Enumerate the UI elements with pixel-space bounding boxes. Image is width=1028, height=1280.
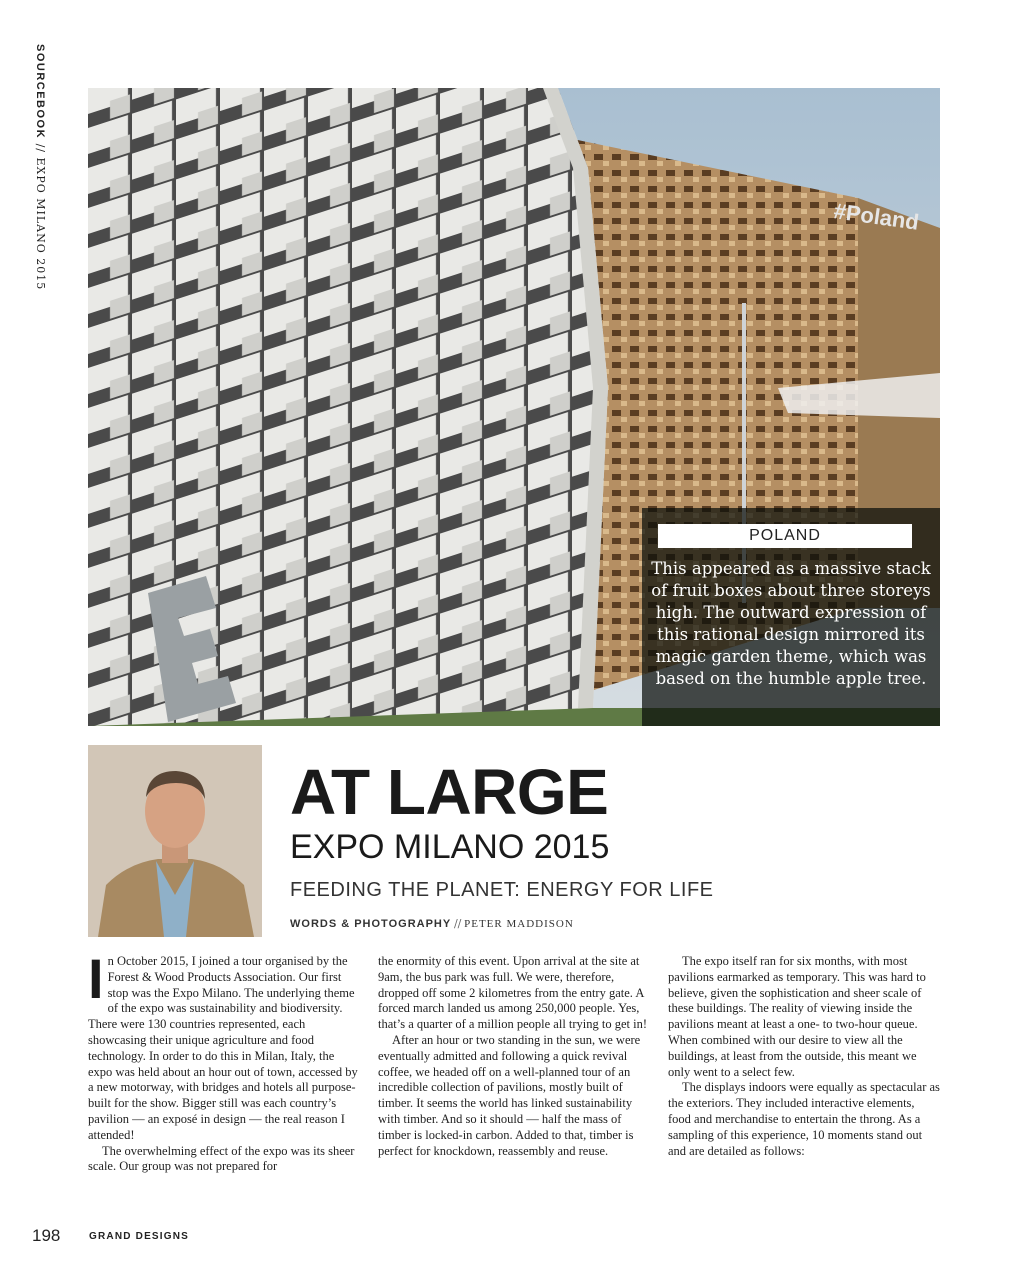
byline-label: WORDS & PHOTOGRAPHY bbox=[290, 918, 452, 930]
poland-sign: #Poland bbox=[832, 198, 921, 235]
section-name: SOURCEBOOK bbox=[34, 44, 46, 140]
body-paragraph: The overwhelming effect of the expo was its sheer scale. Our group was not prepared for bbox=[88, 1143, 355, 1174]
photo-caption bbox=[642, 508, 940, 726]
section-running-head bbox=[34, 44, 47, 290]
body-paragraph: The expo itself ran for six months, with most pavilions earmarked as temporary. This was hard to believe, given the sophistication and sheer scale of these buildings. The reality of viewing inside the pavilions meant at least a one- to two-hour queue. When combined with our desire to view all the buildings, at least from the outside, this meant we only went to a select few. bbox=[668, 954, 926, 1079]
section-topic: EXPO MILANO 2015 bbox=[34, 157, 47, 291]
article-title: AT LARGE bbox=[290, 756, 609, 828]
author-photo-illustration bbox=[88, 745, 262, 937]
body-paragraph: After an hour or two standing in the sun, we were eventually admitted and following a quick revival coffee, we headed off on a well-planned tour of an incredible collection of pavilions, mostly built of timber. It seems the world has linked sustainability with timber. And so it should — half the mass of timber is locked-in carbon. Added to that, timber is perfect for knockdown, reassembly and reuse. bbox=[378, 1032, 641, 1158]
author-portrait bbox=[88, 745, 262, 937]
byline-separator: // bbox=[453, 917, 462, 930]
body-column-1 bbox=[88, 947, 360, 1175]
page-number: 198 bbox=[32, 1226, 61, 1245]
body-column-2 bbox=[378, 954, 650, 1159]
byline bbox=[290, 916, 574, 932]
section-separator: // bbox=[34, 143, 47, 153]
caption-label: POLAND bbox=[658, 524, 912, 548]
article-tagline: FEEDING THE PLANET: ENERGY FOR LIFE bbox=[290, 879, 714, 901]
body-paragraph bbox=[88, 947, 360, 1144]
drop-cap: I bbox=[88, 947, 104, 1010]
body-paragraph: The displays indoors were equally as spectacular as the exteriors. They included interactive elements, food and merchandise to entertain the throng. As a sampling of this experience, 10 moments stand out and are detailed as follows: bbox=[668, 1080, 940, 1158]
body-paragraph: the enormity of this event. Upon arrival at the site at 9am, the bus park was full. We were, therefore, dropped off some 2 kilometres from the entry gate. A forced march landed us among 250,000 people. Yes, that’s a quarter of a million people all trying to get in! bbox=[378, 954, 648, 1032]
caption-text: This appeared as a massive stack of fruit boxes about three storeys high. The outward expression of this rational design mirrored its magic garden theme, which was based on the humble apple tree. bbox=[651, 559, 931, 688]
paragraph-text: n October 2015, I joined a tour organised by the Forest & Wood Products Association. Our first stop was the Expo Milano. The underlying theme of the expo was sustainability and biodiversity. There were 130 countries represented, each showcasing their unique agriculture and food technology. In order to do this in Milan, Italy, the expo was held about an hour out of town, accessed by a new motorway, with bridges and hotels all purpose-built for the show. Bigger still was each country’s pavilion — an exposé in design — the real reason I attended! bbox=[88, 954, 358, 1142]
magazine-name: GRAND DESIGNS bbox=[89, 1231, 190, 1242]
body-column-3 bbox=[668, 954, 940, 1159]
byline-author: PETER MADDISON bbox=[464, 918, 574, 930]
article-subtitle: EXPO MILANO 2015 bbox=[290, 828, 610, 866]
